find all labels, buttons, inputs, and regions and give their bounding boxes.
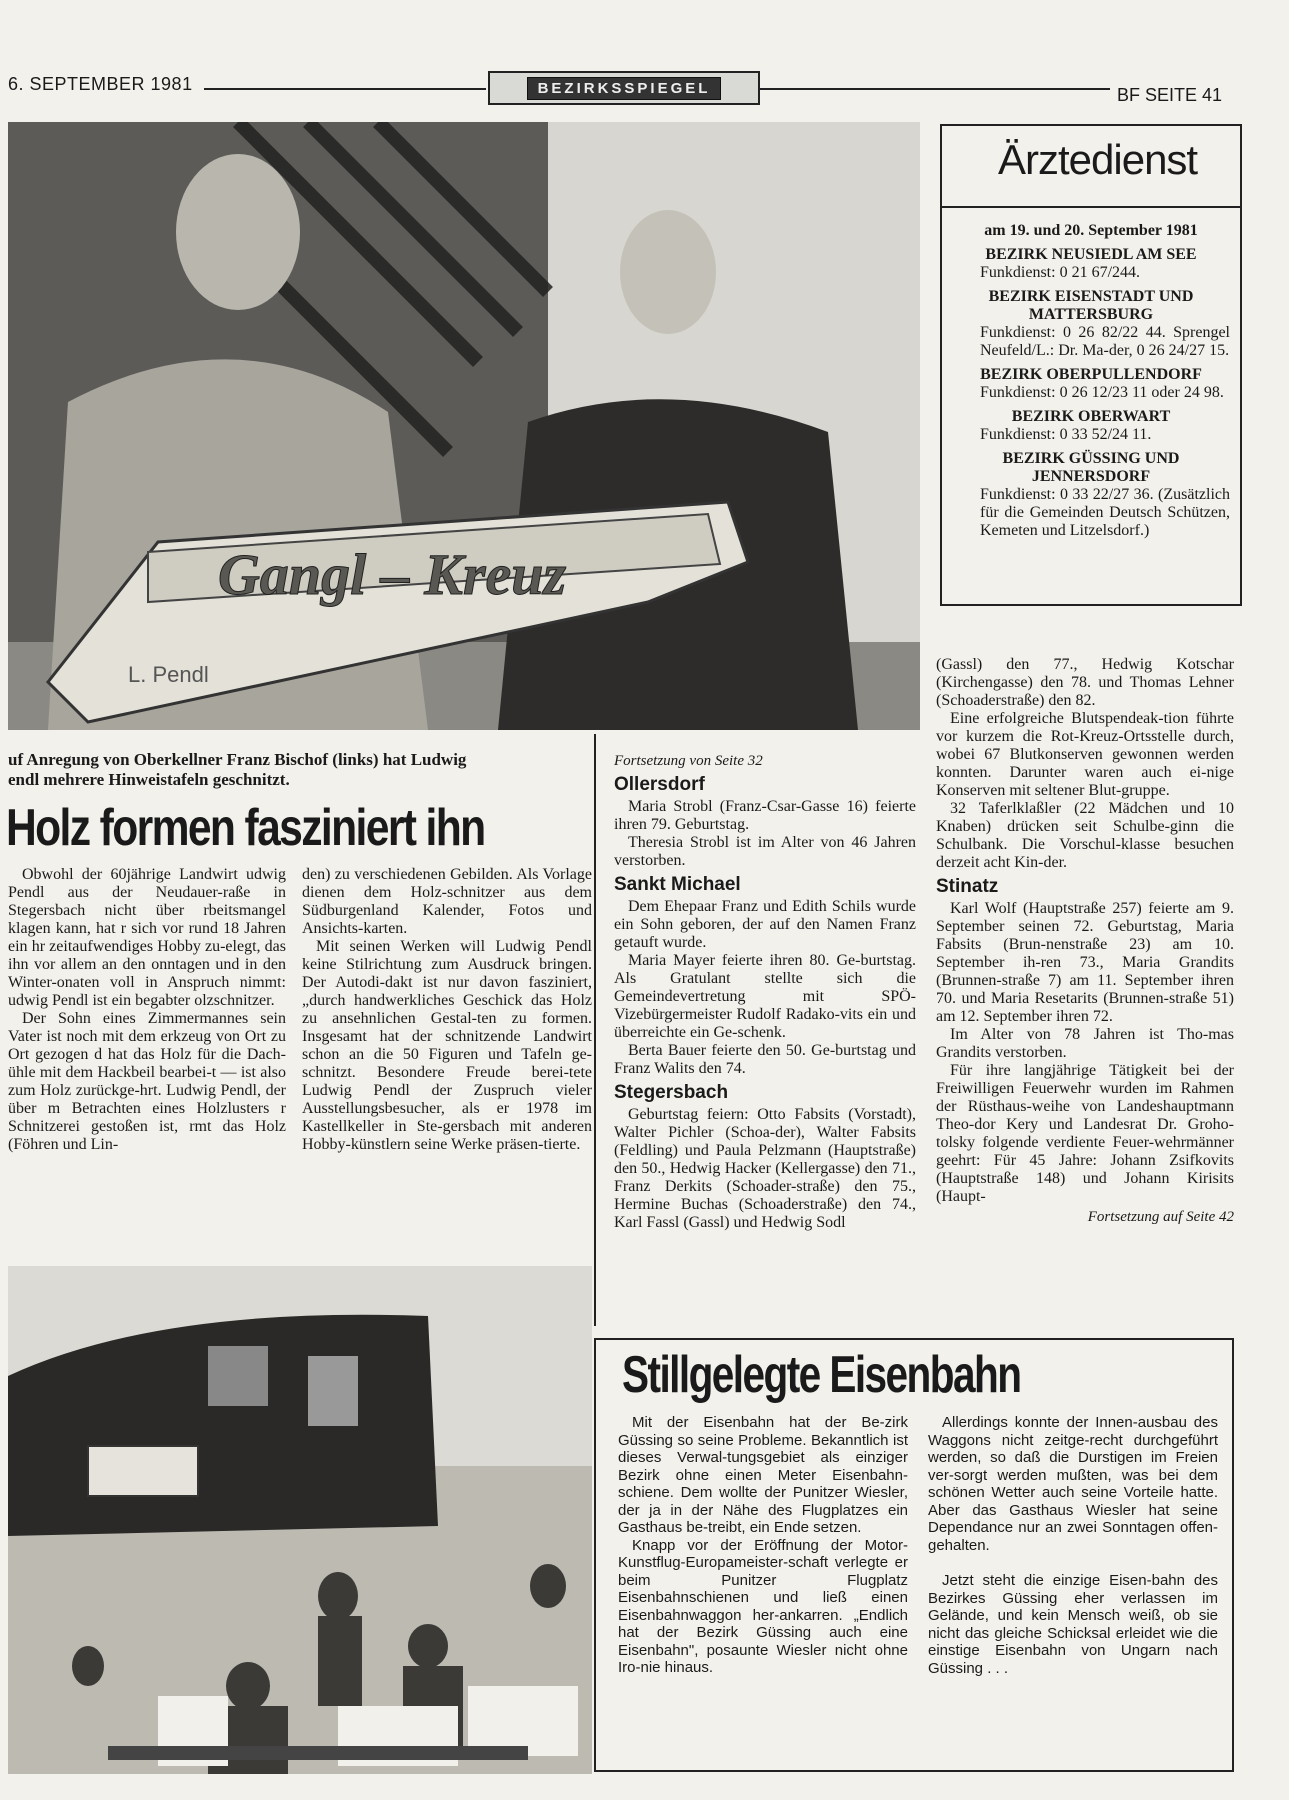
continued-to: Fortsetzung auf Seite 42 — [1087, 1209, 1234, 1225]
district-oberwart-phone: Funkdienst: 0 33 52/24 11. — [980, 426, 1152, 443]
carver-mark: L. Pendl — [128, 662, 209, 687]
district-oberpullendorf: BEZIRK OBERPULLENDORF — [980, 366, 1202, 383]
subhead-stinatz: Stinatz — [936, 876, 999, 897]
holz-col2-para1: den) zu verschiedenen Gebilden. Als Vorlage dienen dem Holz-schnitzer aus dem Südburgenland Kalender, Fotos und Ansichts-karten. — [302, 866, 592, 937]
column-divider — [594, 734, 596, 1326]
railway-col2-para2: Jetzt steht die einzige Eisen-bahn des Bezirkes Güssing eher verlassen im Gelände, und kein Mensch weiß, ob sie nicht das gleiche Schicksal erleidet wie die einstige Eisenbahn von Ungarn nach Güssing . . . — [928, 1572, 1218, 1677]
sign-text: Gangl – Kreuz — [218, 542, 567, 607]
right-para1: (Gassl) den 77., Hedwig Kotschar (Kirchengasse) den 78. und Thomas Lehner (Schoaderstraße) den 82. — [936, 656, 1234, 709]
district-guessing: BEZIRK GÜSSING UND JENNERSDORF — [1002, 450, 1180, 485]
photo-caption-line2: endl mehrere Hinweistafeln geschnitzt. — [8, 770, 290, 789]
issue-date: 6. SEPTEMBER 1981 — [8, 74, 193, 94]
district-neusiedl-phone: Funkdienst: 0 21 67/244. — [980, 264, 1141, 281]
header-rule-left — [204, 88, 486, 90]
header-rule-right — [760, 88, 1110, 90]
holz-column-2 — [302, 866, 592, 1154]
right-para3: 32 Taferlklaßler (22 Mädchen und 10 Knaben) drücken seit Schulbe-ginn die Schulbank. Die Vorschul-klasse besuchen derzeit acht Kin-der. — [936, 800, 1234, 871]
doctors-on-duty-box — [940, 124, 1242, 606]
ollersdorf-para1: Maria Strobl (Franz-Csar-Gasse 16) feierte ihren 79. Geburtstag. — [614, 798, 916, 833]
section-title: BEZIRKSSPIEGEL — [527, 77, 722, 100]
doctors-box-title: Ärztedienst — [998, 136, 1198, 183]
photo-caption-line1: uf Anregung von Oberkellner Franz Bischof (links) hat Ludwig — [8, 750, 467, 769]
photo-railway-wagon — [8, 1266, 592, 1774]
duty-dates: am 19. und 20. September 1981 — [984, 222, 1198, 239]
district-guessing-phone: Funkdienst: 0 33 22/27 36. (Zusätzlich für die Gemeinden Deutsch Schützen, Kemeten und Litzelsdorf.) — [980, 486, 1230, 539]
stinatz-para2: Im Alter von 78 Jahren ist Tho-mas Grandits verstorben. — [936, 1026, 1234, 1061]
sankt-michael-para2: Maria Mayer feierte ihren 80. Ge-burtstag. Als Gratulant stellte sich die Gemeindevertretung mit SPÖ-Vizebürgermeister Rudolf Radako-vits ein und überreichte ein Ge-schenk. — [614, 952, 916, 1041]
chronicle-right-column — [936, 656, 1234, 1226]
stinatz-para3: Für ihre langjährige Tätigkeit bei der Freiwilligen Feuerwehr wurden im Rahmen der Rüsthaus-weihe von Landeshauptmann Theo-dor Kery und Landesrat Dr. Groho-tolsky folgende verdiente Feuer-wehrmänner geehrt: Für 45 Jahre: Johann Zsifkovits (Hauptstraße 148) und Johann Kirisits (Haupt- — [936, 1062, 1234, 1205]
railway-article-box — [594, 1338, 1234, 1772]
section-banner — [488, 71, 760, 105]
district-oberwart: BEZIRK OBERWART — [1011, 408, 1171, 425]
railway-column-1 — [618, 1414, 908, 1677]
photo-caption — [8, 750, 594, 790]
district-eisenstadt-phone: Funkdienst: 0 26 82/22 44. Sprengel Neufeld/L.: Dr. Ma-der, 0 26 24/27 15. — [980, 324, 1230, 359]
holz-col1-para1: Obwohl der 60jährige Landwirt udwig Pendl aus der Neudauer-raße in Stegersbach nicht über rbeitsmangel klagen kann, hat r sich vor rund 18 Jahren ein hr zeitaufwendiges Hobby zu-elegt, das ihn vor allem an den onntagen und in den Winter-onaten voll in Anspruch nimmt: udwig Pendl ist ein begabter olzschnitzer. — [8, 866, 286, 1009]
stinatz-para1: Karl Wolf (Hauptstraße 257) feierte am 9. September seinen 72. Geburtstag, Maria Fabsits (Brun-nenstraße 23) am 10. September ih-ren 73., Maria Grandits (Brunnen-straße 7) am 11. September ihren 70. und Maria Resetarits (Brunnen-straße 51) am 12. September ihren 72. — [936, 900, 1234, 1025]
railway-col1-para2: Knapp vor der Eröffnung der Motor-Kunstflug-Europameister-schaft verlegte er beim Punitzer Flugplatz Eisenbahnschienen und ließ einen Eisenbahnwaggon her-ankarren. „Endlich hat der Bezirk Güssing auch eine Eisenbahn", posaunte Wiesler nicht ohne Iro-nie hinaus. — [618, 1536, 908, 1676]
holz-col1-para2: Der Sohn eines Zimmermannes sein Vater ist noch mit dem erkzeug von Ort zu Ort gezogen d hat das Holz für die Dach-ühle mit dem Hackbeil bearbei-t — ist also zum Holz zurückge-hrt. Ludwig Pendl, der über m Betrachten eines Holzlusters r Schnitzerei gestoßen ist, rmt das Holz (Föhren und Lin- — [8, 1010, 286, 1153]
headline-eisenbahn: Stillgelegte Eisenbahn — [622, 1346, 1021, 1404]
subhead-ollersdorf: Ollersdorf — [614, 774, 705, 795]
subhead-sankt-michael: Sankt Michael — [614, 874, 741, 895]
holz-col2-para2: Mit seinen Werken will Ludwig Pendl keine Stilrichtung zum Ausdruck bringen. Der Autodi-dakt ist nur davon fasziniert, „durch handwerkliches Geschick das Holz zu ansehnlichen Gestal-ten zu formen. Insgesamt hat der schnitzende Landwirt schon an die 50 Figuren und Tafeln ge-schnitzt. Besondere Freude berei-tete Ludwig Pendl der Zuspruch vieler Ausstellungsbesucher, als er 1978 im Kastellkeller in Ste-gersbach mit anderen Hobby-künstlern seine Werke präsen-tierte. — [302, 938, 592, 1153]
subhead-stegersbach: Stegersbach — [614, 1082, 729, 1103]
railway-col1-para1: Mit der Eisenbahn hat der Be-zirk Güssing so seine Probleme. Bekanntlich ist dieses Verwal-tungsgebiet als einziger Bezirk ohne einen Meter Eisenbahn-schiene. Dem wollte der Punitzer Wiesler, der ja in der Nähe des Flugplatzes ein Gasthaus be-treibt, ein Ende setzen. — [618, 1414, 908, 1536]
stegersbach-para1: Geburtstag feiern: Otto Fabsits (Vorstadt), Walter Pichler (Schoa-der), Walter Fabsits (Feldling) und Paula Pelzmann (Hauptstraße) den 50., Hedwig Hacker (Kellergasse) den 71., Franz Derkits (Schoader-straße) den 75., Hermine Buchas (Schoaderstraße) den 74., Karl Fassl (Gassl) und Hedwig Sodl — [614, 1106, 916, 1231]
photo-woodcarvers — [8, 122, 920, 730]
chronicle-middle-column — [614, 752, 916, 1232]
district-eisenstadt: BEZIRK EISENSTADT UND MATTERSBURG — [988, 288, 1194, 323]
district-oberpullendorf-phone: Funkdienst: 0 26 12/23 11 oder 24 98. — [980, 384, 1224, 401]
holz-column-1 — [8, 866, 286, 1154]
doctors-box-rule — [942, 206, 1240, 208]
sankt-michael-para1: Dem Ehepaar Franz und Edith Schils wurde ein Sohn geboren, der auf den Namen Franz getauft wurde. — [614, 898, 916, 951]
right-para2: Eine erfolgreiche Blutspendeak-tion führte vor kurzem die Rot-Kreuz-Ortsstelle durch, wobei 67 Blutkonserven gewonnen werden konnten. Darunter waren auch ei-nige Konserven mit seltener Blut-gruppe. — [936, 710, 1234, 799]
railway-col2-para1: Allerdings konnte der Innen-ausbau des Waggons nicht zeitge-recht durchgeführt werden, so daß die Durstigen im Freien ver-sorgt werden mußten, was bei dem schönen Wetter auch seine Vorteile hatte. Aber das Gasthaus Wiesler hat seine Dependance nur an zwei Sonntagen offen-gehalten. — [928, 1414, 1218, 1554]
sankt-michael-para3: Berta Bauer feierte den 50. Ge-burtstag und Franz Walits den 74. — [614, 1042, 916, 1077]
headline-holz: Holz formen fasziniert ihn — [6, 799, 485, 857]
railway-column-2 — [928, 1414, 1218, 1677]
district-neusiedl: BEZIRK NEUSIEDL AM SEE — [985, 246, 1197, 263]
continued-from: Fortsetzung von Seite 32 — [614, 753, 763, 769]
ollersdorf-para2: Theresia Strobl ist im Alter von 46 Jahren verstorben. — [614, 834, 916, 869]
page-number: BF SEITE 41 — [1117, 85, 1223, 105]
